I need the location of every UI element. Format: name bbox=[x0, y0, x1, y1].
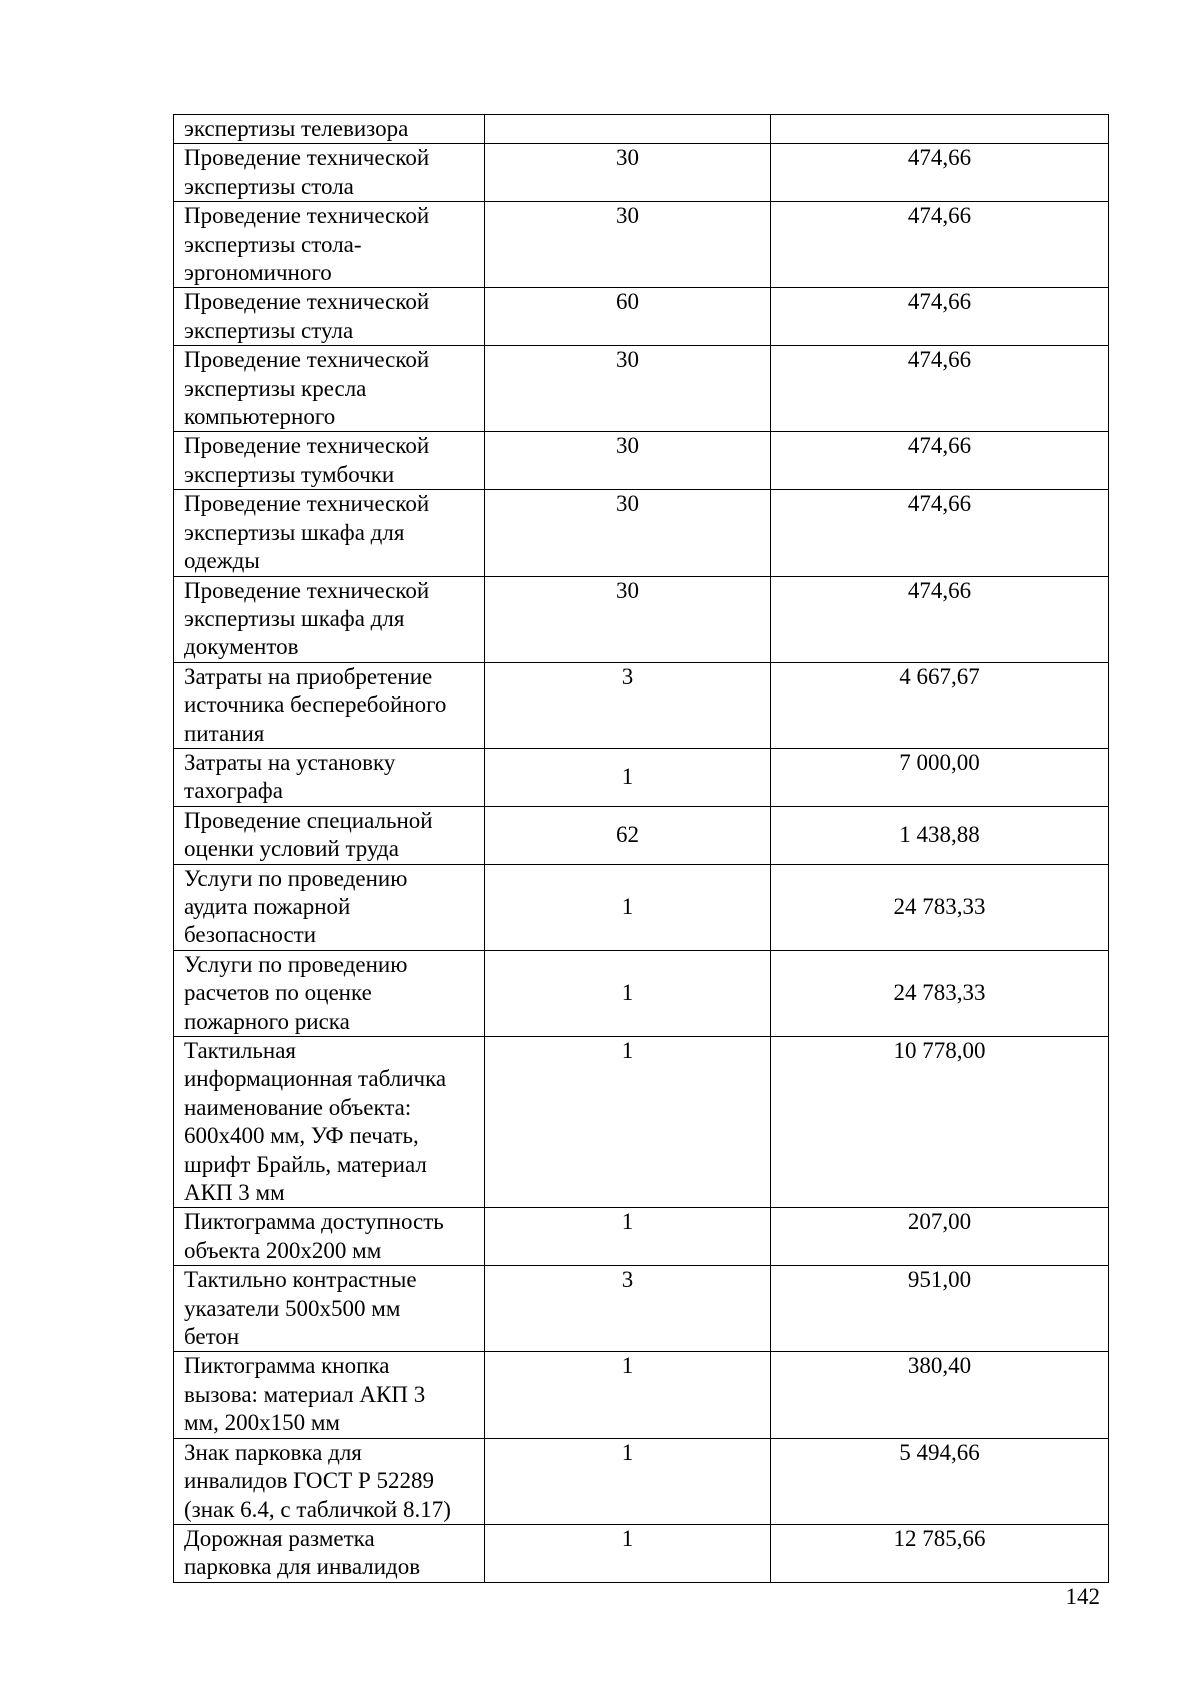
quantity-cell: 1 bbox=[485, 950, 771, 1036]
table-row bbox=[174, 1037, 1109, 1208]
item-name-cell: Тактильная информационная табличка наименование объекта: 600х400 мм, УФ печать, шрифт Брайль, материал АКП 3 мм bbox=[174, 1037, 485, 1208]
table-row bbox=[174, 1524, 1109, 1582]
item-name-cell: Проведение технической экспертизы стола bbox=[174, 144, 485, 202]
table-row bbox=[174, 1208, 1109, 1266]
price-cell: 474,66 bbox=[771, 144, 1109, 202]
table-row bbox=[174, 115, 1109, 144]
item-name-cell: Пиктограмма кнопка вызова: материал АКП 3 мм, 200х150 мм bbox=[174, 1352, 485, 1438]
quantity-cell: 62 bbox=[485, 806, 771, 864]
quantity-cell: 3 bbox=[485, 1266, 771, 1352]
quantity-cell: 30 bbox=[485, 144, 771, 202]
quantity-cell: 1 bbox=[485, 1037, 771, 1208]
quantity-cell: 30 bbox=[485, 202, 771, 288]
quantity-cell: 1 bbox=[485, 1208, 771, 1266]
price-cell: 10 778,00 bbox=[771, 1037, 1109, 1208]
table-row bbox=[174, 288, 1109, 346]
quantity-cell: 1 bbox=[485, 864, 771, 950]
price-cell: 380,40 bbox=[771, 1352, 1109, 1438]
table-row bbox=[174, 864, 1109, 950]
price-cell: 5 494,66 bbox=[771, 1438, 1109, 1524]
quantity-cell: 60 bbox=[485, 288, 771, 346]
price-cell: 474,66 bbox=[771, 490, 1109, 576]
price-cell: 474,66 bbox=[771, 288, 1109, 346]
item-name-cell: Проведение технической экспертизы кресла компьютерного bbox=[174, 346, 485, 432]
table-row bbox=[174, 748, 1109, 806]
item-name-cell: Услуги по проведению аудита пожарной безопасности bbox=[174, 864, 485, 950]
table-row bbox=[174, 346, 1109, 432]
quantity-cell: 1 bbox=[485, 1352, 771, 1438]
item-name-cell: Проведение технической экспертизы шкафа для документов bbox=[174, 576, 485, 662]
price-cell: 474,66 bbox=[771, 576, 1109, 662]
table-row bbox=[174, 202, 1109, 288]
item-name-cell: Тактильно контрастные указатели 500х500 мм бетон bbox=[174, 1266, 485, 1352]
table-row bbox=[174, 806, 1109, 864]
table-row bbox=[174, 144, 1109, 202]
table-row bbox=[174, 1266, 1109, 1352]
price-cell: 207,00 bbox=[771, 1208, 1109, 1266]
price-cell: 4 667,67 bbox=[771, 662, 1109, 748]
costs-table bbox=[173, 114, 1109, 1583]
price-cell: 474,66 bbox=[771, 432, 1109, 490]
quantity-cell: 30 bbox=[485, 346, 771, 432]
table-row bbox=[174, 576, 1109, 662]
quantity-cell: 1 bbox=[485, 1524, 771, 1582]
quantity-cell: 1 bbox=[485, 1438, 771, 1524]
item-name-cell: Затраты на установку тахографа bbox=[174, 748, 485, 806]
item-name-cell: Проведение технической экспертизы тумбочки bbox=[174, 432, 485, 490]
table-row bbox=[174, 1438, 1109, 1524]
table-row bbox=[174, 1352, 1109, 1438]
price-cell: 12 785,66 bbox=[771, 1524, 1109, 1582]
item-name-cell: Пиктограмма доступность объекта 200х200 мм bbox=[174, 1208, 485, 1266]
item-name-cell: Дорожная разметка парковка для инвалидов bbox=[174, 1524, 485, 1582]
price-cell: 7 000,00 bbox=[771, 748, 1109, 806]
quantity-cell: 30 bbox=[485, 490, 771, 576]
price-cell: 474,66 bbox=[771, 202, 1109, 288]
item-name-cell: Затраты на приобретение источника бесперебойного питания bbox=[174, 662, 485, 748]
item-name-cell: Проведение специальной оценки условий труда bbox=[174, 806, 485, 864]
item-name-cell: Услуги по проведению расчетов по оценке пожарного риска bbox=[174, 950, 485, 1036]
quantity-cell bbox=[485, 115, 771, 144]
item-name-cell: Проведение технической экспертизы стула bbox=[174, 288, 485, 346]
item-name-cell: Проведение технической экспертизы шкафа для одежды bbox=[174, 490, 485, 576]
quantity-cell: 30 bbox=[485, 432, 771, 490]
table-row bbox=[174, 490, 1109, 576]
price-cell bbox=[771, 115, 1109, 144]
price-cell: 951,00 bbox=[771, 1266, 1109, 1352]
table-row bbox=[174, 662, 1109, 748]
page-number: 142 bbox=[1065, 1584, 1100, 1609]
price-cell: 1 438,88 bbox=[771, 806, 1109, 864]
item-name-cell: Знак парковка для инвалидов ГОСТ Р 52289 (знак 6.4, с табличкой 8.17) bbox=[174, 1438, 485, 1524]
table-row bbox=[174, 432, 1109, 490]
costs-table-body bbox=[174, 115, 1109, 1583]
quantity-cell: 30 bbox=[485, 576, 771, 662]
price-cell: 24 783,33 bbox=[771, 864, 1109, 950]
price-cell: 474,66 bbox=[771, 346, 1109, 432]
price-cell: 24 783,33 bbox=[771, 950, 1109, 1036]
quantity-cell: 1 bbox=[485, 748, 771, 806]
table-row bbox=[174, 950, 1109, 1036]
item-name-cell: Проведение технической экспертизы стола- эргономичного bbox=[174, 202, 485, 288]
quantity-cell: 3 bbox=[485, 662, 771, 748]
item-name-cell: экспертизы телевизора bbox=[174, 115, 485, 144]
